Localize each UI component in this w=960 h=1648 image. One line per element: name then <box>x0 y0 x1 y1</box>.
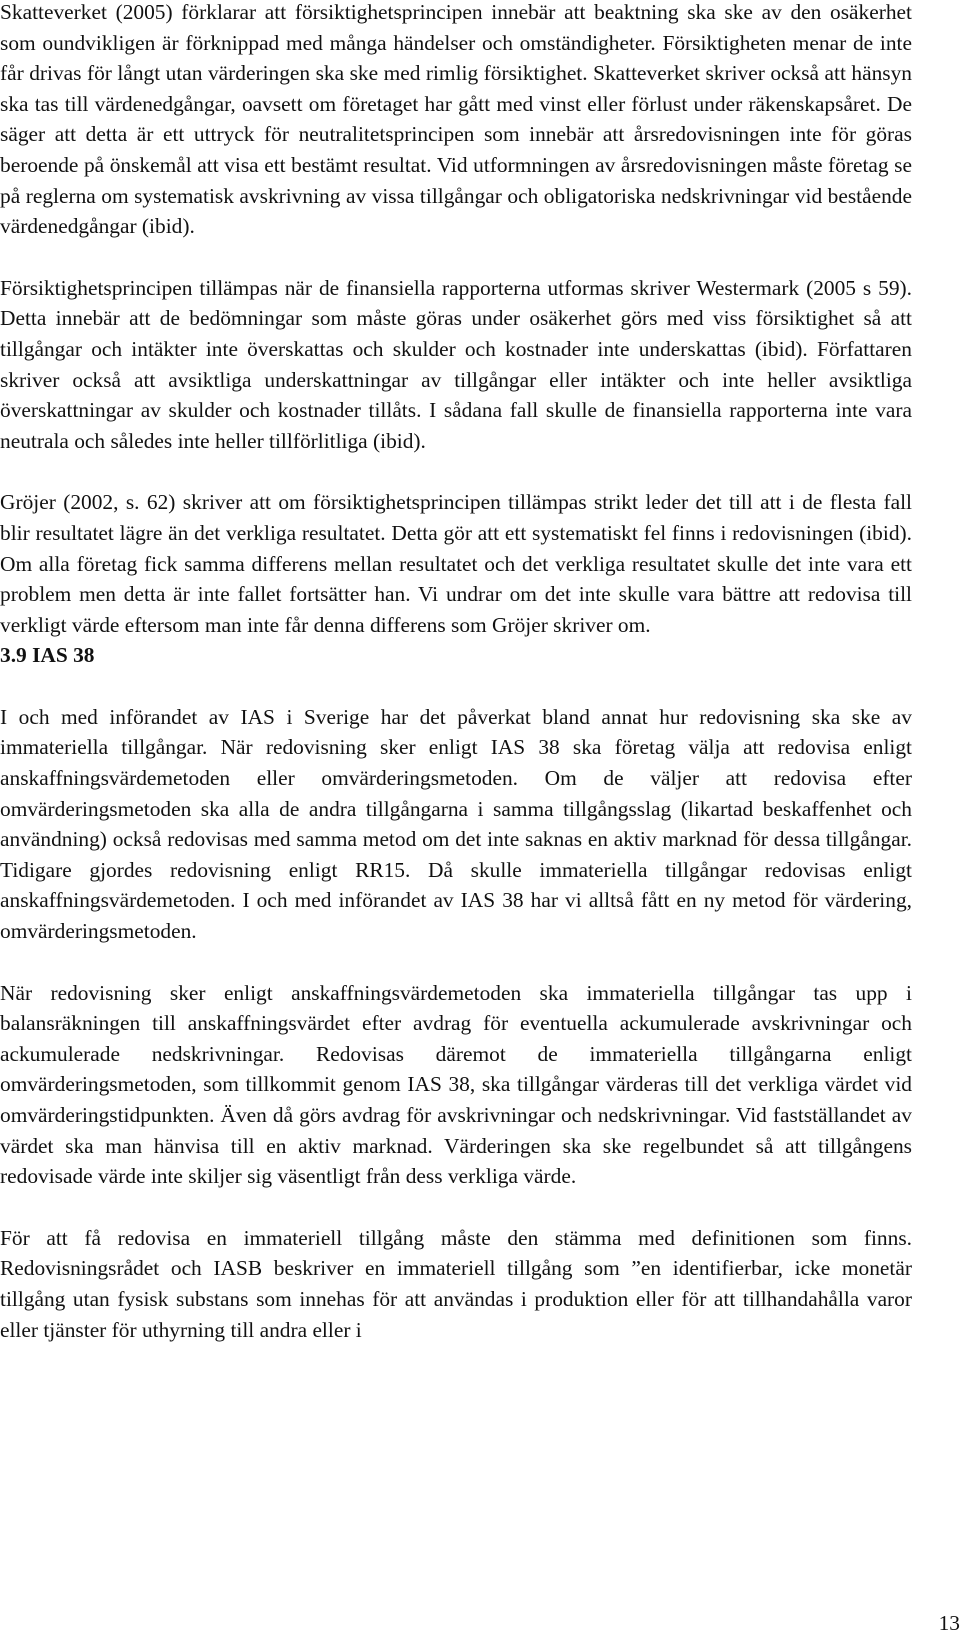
paragraph-ias-introduction: I och med införandet av IAS i Sverige har det påverkat bland annat hur redovisning ska ske av immateriella tillgångar. När redovisning sker enligt IAS 38 ska företag välja att redovisa enligt anskaffningsvärdemetoden eller omvärderingsmetoden. Om de väljer att redovisa efter omvärderingsmetoden ska alla de andra tillgångarna i samma tillgångsslag (likartad beskaffenhet och användning) också redovisas med samma metod om det inte saknas en aktiv marknad för dessa tillgångar. Tidigare gjordes redovisning enligt RR15. Då skulle immateriella tillgångar redovisas enligt anskaffningsvärdemetoden. I och med införandet av IAS 38 har vi alltså fått en ny metod för värdering, omvärderingsmetoden. <box>0 704 912 944</box>
paragraph-valuation-methods: När redovisning sker enligt anskaffningsvärdemetoden ska immateriella tillgångar tas upp i balansräkningen till anskaffningsvärdet efter avdrag för eventuella ackumulerade avskrivningar och ackumulerade nedskrivningar. Redovisas däremot de immateriella tillgångarna enligt omvärderingsmetoden, som tillkommit genom IAS 38, ska tillgångar värderas till det verkliga värdet vid omvärderingstidpunkten. Även då görs avdrag för avskrivningar och nedskrivningar. Vid fastställandet av värdet ska man hänvisa till en aktiv marknad. Värderingen ska ske regelbundet så att tillgångens redovisade värde inte skiljer sig väsentligt från dess verkliga värde. <box>0 980 912 1189</box>
page-number: 13 <box>938 1611 960 1635</box>
section-heading: 3.9 IAS 38 <box>0 643 95 668</box>
paragraph-grojer: Gröjer (2002, s. 62) skriver att om försiktighetsprincipen tillämpas strikt leder det till att i de flesta fall blir resultatet lägre än det verkliga resultatet. Detta gör att ett systematiskt fel finns i redovisningen (ibid). Om alla företag fick samma differens mellan resultatet och det verkliga resultatet skulle det inte vara ett problem men detta är inte fallet fortsätter han. Vi undrar om det inte skulle vara bättre att redovisa till verkligt värde eftersom man inte får denna differens som Gröjer skriver om. <box>0 490 912 637</box>
paragraph-skatteverket: Skatteverket (2005) förklarar att försiktighetsprincipen innebär att beaktning ska ske av den osäkerhet som oundvikligen är förknippad med många händelser och omständigheter. Försiktigheten menar de inte får drivas för långt utan värderingen ska ske med rimlig försiktighet. Skatteverket skriver också att hänsyn ska tas till värdenedgångar, oavsett om företaget har gått med vinst eller förlust under räkenskapsåret. De säger att detta är ett uttryck för neutralitetsprincipen som innebär att årsredovisningen inte för göras beroende på önskemål att visa ett bestämt resultat. Vid utformningen av årsredovisningen måste företag se på reglerna om systematisk avskrivning av vissa tillgångar och obligatoriska nedskrivningar vid bestående värdenedgångar (ibid). <box>0 0 912 239</box>
paragraph-westermark: Försiktighetsprincipen tillämpas när de finansiella rapporterna utformas skriver Westermark (2005 s 59). Detta innebär att de bedömningar som måste göras under osäkerhet görs med viss försiktighet så att tillgångar och intäkter inte överskattas och skulder och kostnader inte underskattas (ibid). Författaren skriver också att avsiktliga underskattningar av tillgångar eller intäkter och inte heller avsiktliga överskattningar av skulder och kostnader tillåts. I sådana fall skulle de finansiella rapporterna inte vara neutrala och således inte heller tillförlitliga (ibid). <box>0 275 912 453</box>
paragraph-intangible-definition: För att få redovisa en immateriell tillgång måste den stämma med definitionen som finns. Redovisningsrådet och IASB beskriver en immateriell tillgång som ”en identifierbar, icke monetär tillgång utan fysisk substans som innehas för att användas i produktion eller för att tillhandahålla varor eller tjänster för uthyrning till andra eller i <box>0 1225 912 1342</box>
